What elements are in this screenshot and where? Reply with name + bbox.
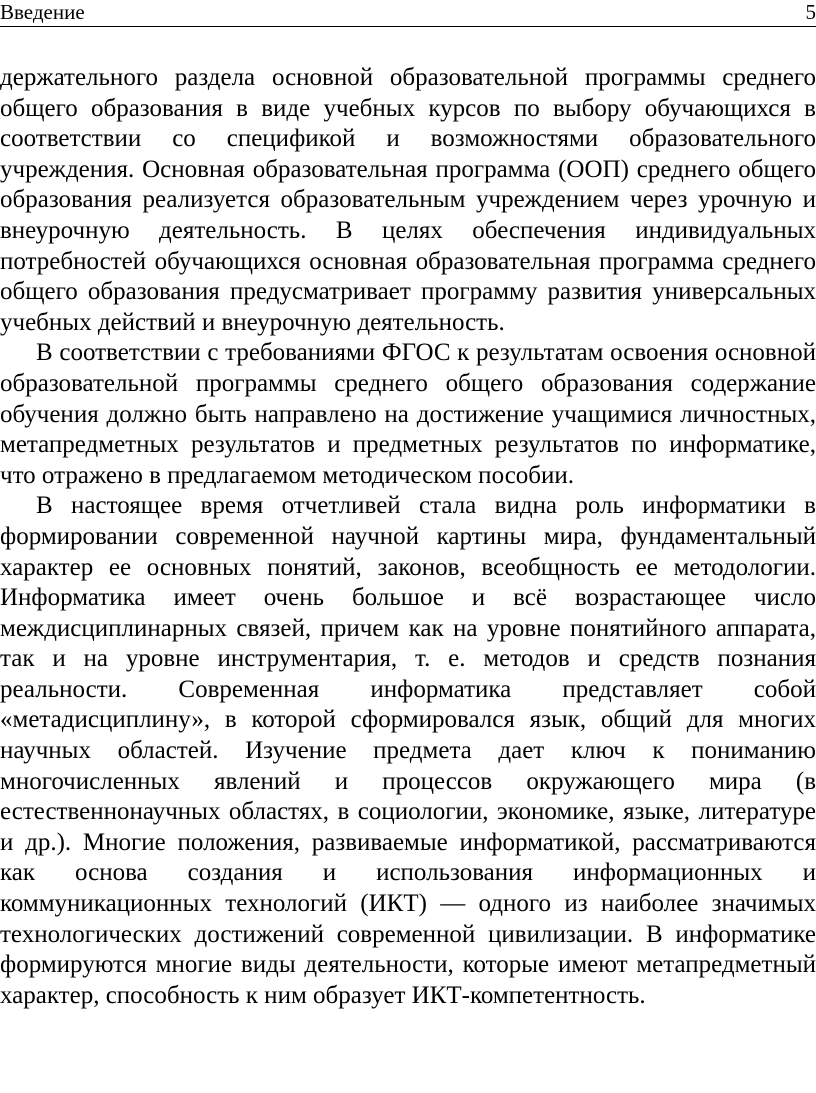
paragraph-fgos-requirements: В соответствии с требованиями ФГОС к результатам освоения основной образовательной программы среднего общего образования содержание обучения должно быть направлено на достижение учащимися личностных, метапредметных результатов и предметных результатов по информатике, что отражено в предлагаемом методическом пособии. — [0, 339, 816, 489]
page-number: 5 — [805, 0, 816, 24]
body-text — [0, 63, 816, 1011]
header-title: Введение — [0, 0, 85, 24]
paragraph-continuation: держательного раздела основной образовательной программы среднего общего образования в виде учебных курсов по выбору обучающихся в соответствии со спецификой и возможностями образовательного учреждения. Основная образовательная программа (ООП) среднего общего образования реализуется образовательным учреждением через урочную и внеурочную деятельность. В целях обеспечения индивидуальных потребностей обучающихся основная образовательная программа среднего общего образования предусматривает программу развития универсальных учебных действий и внеурочную деятельность. — [0, 64, 816, 336]
running-header — [0, 0, 816, 27]
paragraph-informatics-role: В настоящее время отчетливей стала видна роль информатики в формировании современной научной картины мира, фундаментальный характер ее основных понятий, законов, всеобщность ее методологии. Информатика имеет очень большое и всё возрастающее число междисциплинарных связей, причем как на уровне понятийного аппарата, так и на уровне инструментария, т. е. методов и средств познания реальности. Современная информатика представляет собой «метадисциплину», в которой сформировался язык, общий для многих научных областей. Изучение предмета дает ключ к пониманию многочисленных явлений и процессов окружающего мира (в естественнонаучных областях, в социологии, экономике, языке, литературе и др.). Многие положения, развиваемые информатикой, рассматриваются как основа создания и использования информационных и коммуникационных технологий (ИКТ) — одного из наиболее значимых технологических достижений современной цивилизации. В информатике формируются многие виды деятельности, которые имеют метапредметный характер, способность к ним образует ИКТ-компетентность. — [0, 492, 816, 1009]
